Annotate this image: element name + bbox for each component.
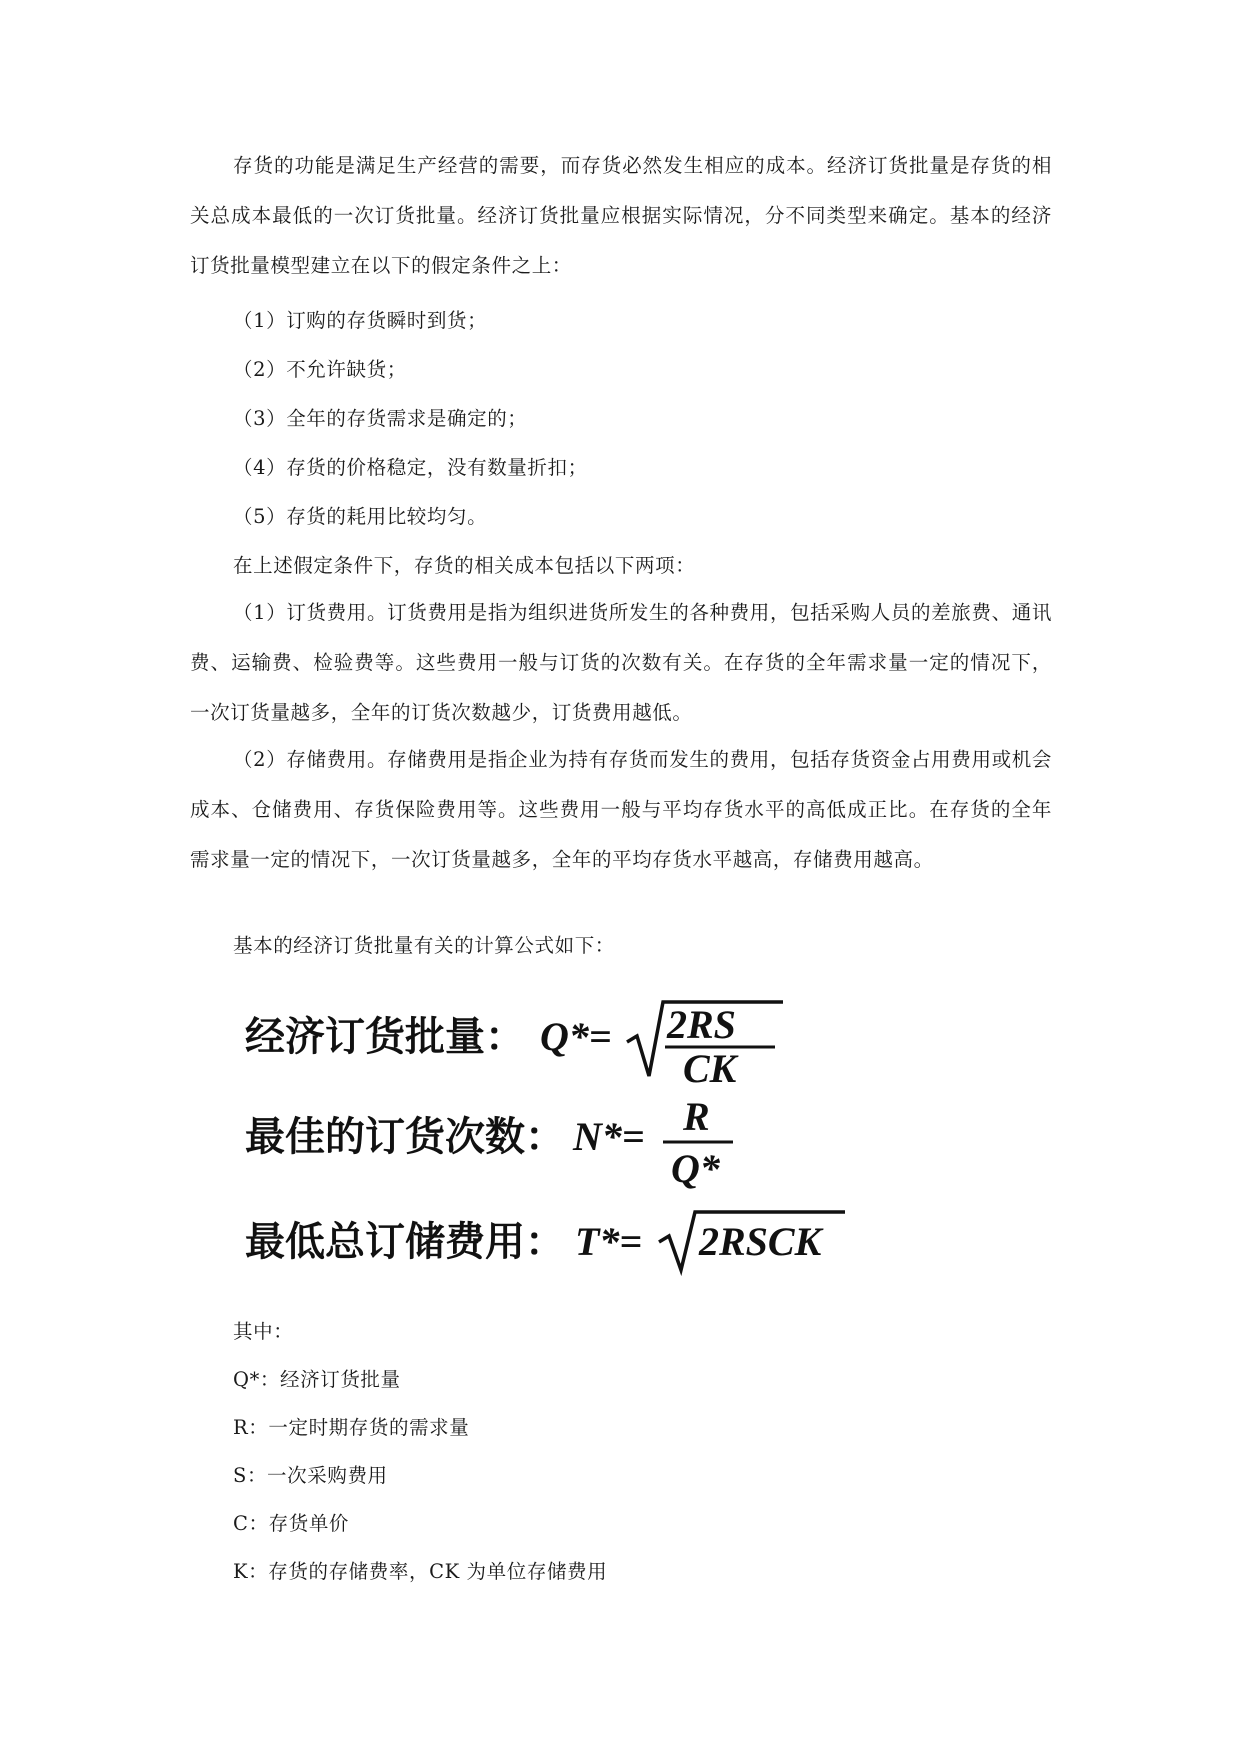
assumption-3: （3）全年的存货需求是确定的； <box>233 407 528 430</box>
definition-c: C：存货单价 <box>233 1512 350 1535</box>
costs-intro: 在上述假定条件下，存货的相关成本包括以下两项： <box>233 554 696 577</box>
formula-1-label: 经济订货批量： <box>245 1014 525 1060</box>
assumption-4: （4）存货的价格稳定，没有数量折扣； <box>233 456 588 479</box>
formula-2-lhs: N*= <box>573 1114 645 1159</box>
definition-r: R：一定时期存货的需求量 <box>233 1416 470 1439</box>
formula-2-label: 最佳的订货次数： <box>245 1114 565 1160</box>
formula-2-denominator: Q* <box>671 1146 720 1191</box>
definition-k: K：存货的存储费率，CK 为单位存储费用 <box>233 1560 608 1583</box>
formula-image <box>245 990 885 1290</box>
assumption-1: （1）订购的存货瞬时到货； <box>233 309 488 332</box>
formula-3-label: 最低总订储费用： <box>245 1219 565 1265</box>
where-label: 其中： <box>233 1320 294 1343</box>
assumption-2: （2）不允许缺货； <box>233 358 407 381</box>
storage-cost-paragraph: （2）存储费用。存储费用是指企业为持有存货而发生的费用，包括存货资金占用费用或机会成本、仓储费用、存货保险费用等。这些费用一般与平均存货水平的高低成正比。在存货的全年需求量一定的情况下，一次订货量越多，全年的平均存货水平越高，存储费用越高。 <box>190 748 1052 871</box>
definition-q: Q*：经济订货批量 <box>233 1368 401 1391</box>
formula-1-denominator: CK <box>683 1046 737 1091</box>
formula-1-lhs: Q*= <box>540 1014 612 1059</box>
intro-paragraph: 存货的功能是满足生产经营的需要，而存货必然发生相应的成本。经济订货批量是存货的相关总成本最低的一次订货批量。经济订货批量应根据实际情况，分不同类型来确定。基本的经济订货批量模型建立在以下的假定条件之上： <box>190 154 1052 277</box>
order-cost-paragraph: （1）订货费用。订货费用是指为组织进货所发生的各种费用，包括采购人员的差旅费、通讯费、运输费、检验费等。这些费用一般与订货的次数有关。在存货的全年需求量一定的情况下，一次订货量越多，全年的订货次数越少，订货费用越低。 <box>190 601 1052 724</box>
formula-3-radicand: 2RSCK <box>699 1219 822 1264</box>
definition-s: S：一次采购费用 <box>233 1464 388 1487</box>
assumption-5: （5）存货的耗用比较均匀。 <box>233 505 488 528</box>
formula-1-numerator: 2RS <box>667 1002 736 1047</box>
formula-3-lhs: T*= <box>575 1219 643 1264</box>
formula-intro: 基本的经济订货批量有关的计算公式如下： <box>233 934 615 957</box>
formula-2-numerator: R <box>683 1094 710 1139</box>
